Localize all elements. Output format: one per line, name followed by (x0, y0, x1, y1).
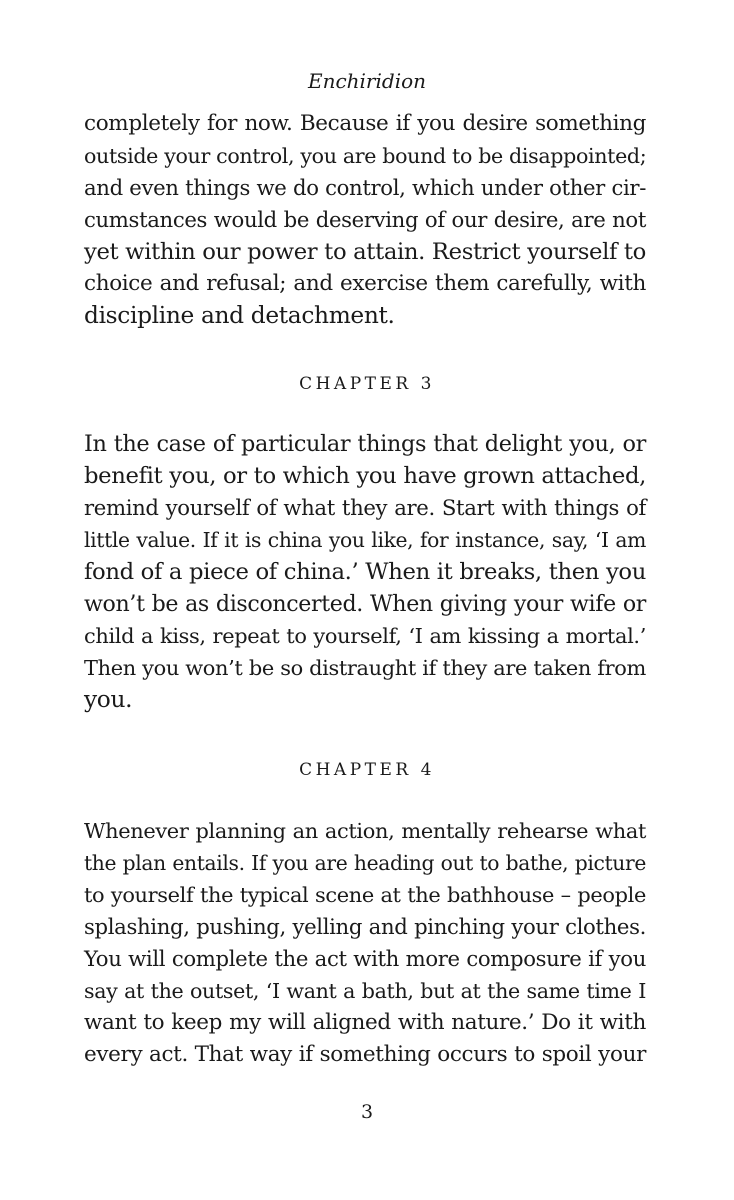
text-line: child a kiss, repeat to yourself, ‘I am kissing a mortal.’ (84, 624, 646, 648)
text-line: yet within our power to attain. Restrict yourself to (84, 239, 646, 265)
text-line: won’t be as disconcerted. When giving your wife or (84, 591, 646, 617)
text-line: the plan entails. If you are heading out to bathe, picture (84, 851, 646, 875)
text-line: discipline and detachment. (84, 302, 395, 329)
text-line: outside your control, you are bound to be disappointed; (84, 144, 647, 168)
text-line: little value. If it is china you like, for instance, say, ‘I am (84, 528, 646, 552)
text-line: you. (84, 686, 133, 713)
chapter-4-paragraph (84, 815, 646, 1071)
running-head: Enchiridion (307, 69, 427, 93)
chapter-4-heading: CHAPTER 4 (299, 760, 435, 780)
text-line: remind yourself of what they are. Start with things of (84, 495, 646, 520)
text-line: completely for now. Because if you desire something (84, 111, 646, 136)
text-line: every act. That way if something occurs to spoil your (84, 1042, 646, 1067)
text-line: fond of a piece of china.’ When it breaks, then you (84, 559, 646, 585)
page-number: 3 (360, 1101, 374, 1123)
text-line: and even things we do control, which under other cir- (84, 175, 646, 200)
text-line: splashing, pushing, yelling and pinching your clothes. (84, 914, 646, 939)
text-line: want to keep my will aligned with nature.’ Do it with (84, 1010, 646, 1035)
text-line: cumstances would be deserving of our desire, are not (84, 207, 646, 232)
chapter-3-paragraph (84, 428, 646, 716)
text-line: You will complete the act with more composure if you (84, 946, 646, 971)
continuation-paragraph (84, 108, 646, 332)
chapter-3-heading: CHAPTER 3 (299, 374, 435, 394)
text-line: In the case of particular things that delight you, or (84, 431, 646, 457)
text-line: Whenever planning an action, mentally rehearse what (84, 819, 646, 843)
text-line: say at the outset, ‘I want a bath, but at the same time I (84, 979, 646, 1003)
text-line: choice and refusal; and exercise them carefully, with (84, 271, 646, 296)
text-line: Then you won’t be so distraught if they are taken from (84, 656, 646, 680)
text-line: to yourself the typical scene at the bathhouse – people (84, 883, 646, 907)
text-line: benefit you, or to which you have grown attached, (84, 463, 646, 489)
